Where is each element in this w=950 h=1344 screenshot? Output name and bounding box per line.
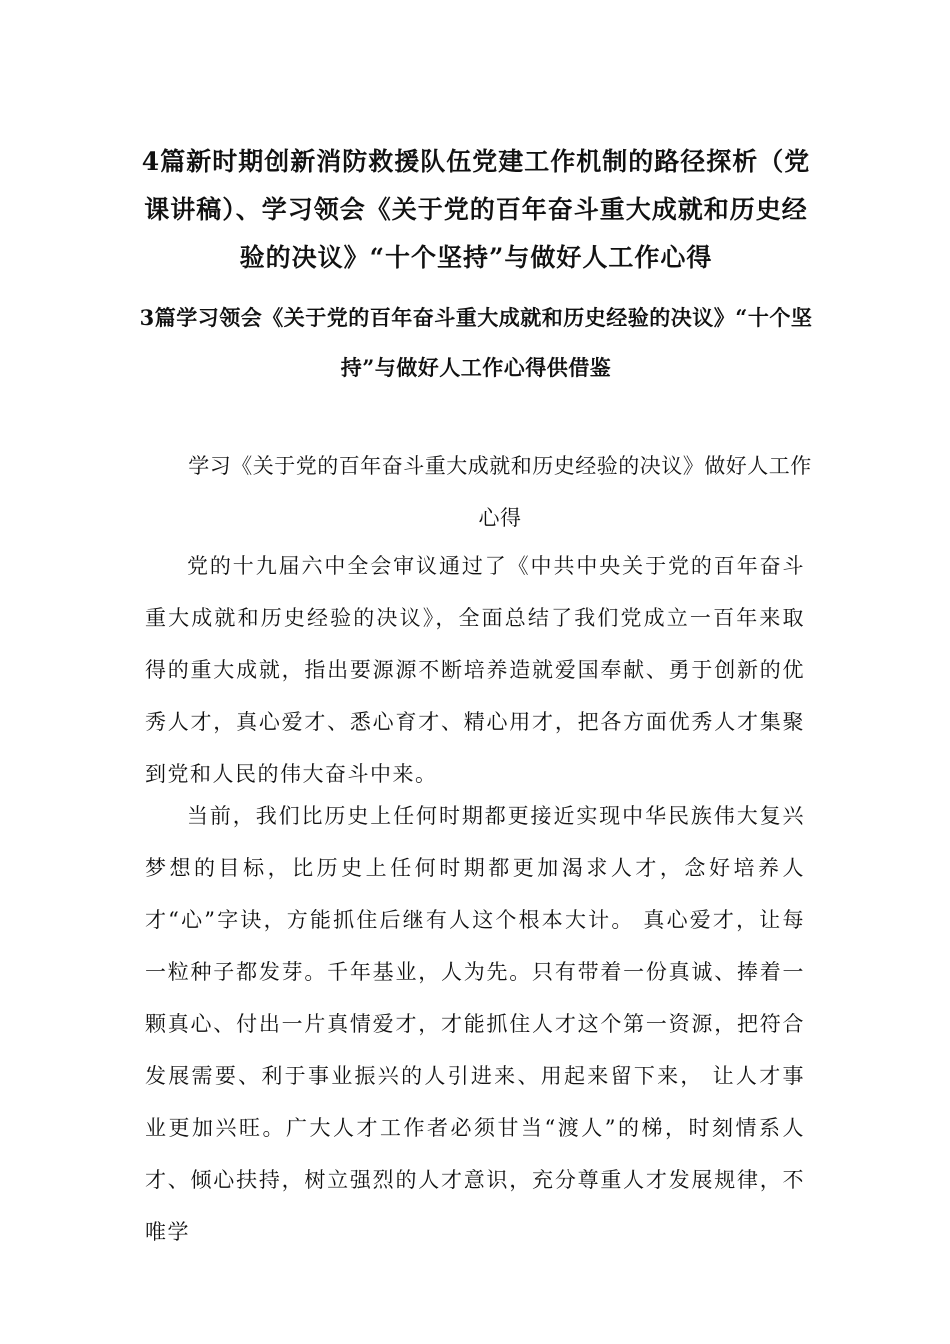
body-paragraph-1: 党的十九届六中全会审议通过了《中共中央关于党的百年奋斗重大成就和历史经验的决议》，全面总结了我们党成立一百年来取得的重大成就，指出要源源不断培养造就爱国奉献、勇于创新的优秀人才，真心爱才、悉心育才、精心用才，把各方面优秀人才集聚到党和人民的伟大奋斗中来。 (145, 554, 805, 786)
section-title: 学习《关于党的百年奋斗重大成就和历史经验的决议》做好人工作心得 (188, 454, 812, 530)
body-paragraph-2: 当前，我们比历史上任何时期都更接近实现中华民族伟大复兴梦想的目标，比历史上任何时期都更加渴求人才，念好培养人才“心”字诀，方能抓住后继有人这个根本大计。 真心爱才，让每一粒种子都发芽。千年基业，人为先。只有带着一份真诚、捧着一颗真心、付出一片真情爱才，才能抓住人才这个第一资源，把符合发展需要、利于事业振兴的人引进来、用起来留下来， 让人才事业更加兴旺。广大人才工作者必须甘当“渡人”的梯，时刻情系人才、倾心扶持，树立强烈的人才意识，充分尊重人才发展规律，不唯学 (145, 804, 805, 1244)
document-main-title: 4篇新时期创新消防救援队伍党建工作机制的路径探析（党课讲稿）、学习领会《关于党的百年奋斗重大成就和历史经验的决议》“十个坚持”与做好人工作心得 (141, 147, 811, 272)
document-subtitle: 3篇学习领会《关于党的百年奋斗重大成就和历史经验的决议》“十个坚持”与做好人工作心得供借鉴 (139, 305, 813, 380)
